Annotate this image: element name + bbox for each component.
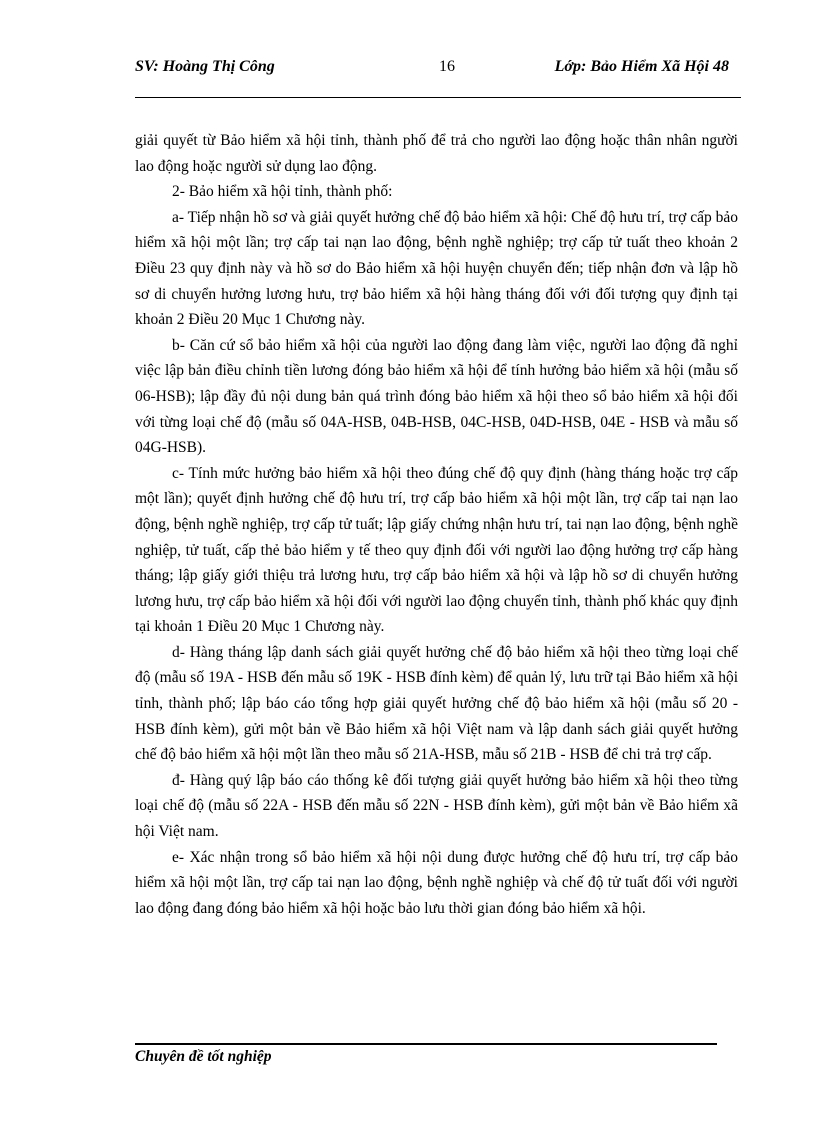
paragraph-item-a: a- Tiếp nhận hồ sơ và giải quyết hưởng chế độ bảo hiểm xã hội: Chế độ hưu trí, trợ cấp bảo hiểm xã hội một lần; trợ cấp tai nạn lao động, bệnh nghề nghiệp; trợ cấp tử tuất theo khoản 2 Điều 23 quy định này và hồ sơ do Bảo hiểm xã hội huyện chuyển đến; tiếp nhận đơn và lập hồ sơ di chuyển hưởng lương hưu, trợ bảo hiểm xã hội hàng tháng đối với đối tượng quy định tại khoản 2 Điều 20 Mục 1 Chương này.	[135, 208, 738, 329]
paragraph-section-2: 2- Bảo hiểm xã hội tỉnh, thành phố:	[172, 183, 393, 201]
class-name: Lớp: Bảo Hiểm Xã Hội 48	[554, 58, 729, 75]
paragraph-item-dd: đ- Hàng quý lập báo cáo thống kê đối tượng giải quyết hưởng bảo hiểm xã hội theo từng loại chế độ (mẫu số 22A - HSB đến mẫu số 22N - HSB đính kèm), gửi một bản về Bảo hiểm xã hội Việt nam.	[135, 771, 738, 841]
paragraph-item-c: c- Tính mức hưởng bảo hiểm xã hội theo đúng chế độ quy định (hàng tháng hoặc trợ cấp một lần); quyết định hưởng chế độ hưu trí, trợ cấp bảo hiểm xã hội một lần, trợ cấp tai nạn lao động, bệnh nghề nghiệp, trợ cấp tử tuất; lập giấy chứng nhận hưu trí, tai nạn lao động, bệnh nghề nghiệp, tử tuất, cấp thẻ bảo hiểm y tế theo quy định đối với người lao động hưởng trợ cấp hàng tháng; lập giấy giới thiệu trả lương hưu, trợ cấp bảo hiểm xã hội và lập hồ sơ di chuyển hưởng lương hưu, trợ cấp bảo hiểm xã hội đối với người lao động chuyển tỉnh, thành phố khác quy định tại khoản 1 Điều 20 Mục 1 Chương này.	[135, 464, 738, 636]
paragraph-item-e: e- Xác nhận trong sổ bảo hiểm xã hội nội dung được hưởng chế độ hưu trí, trợ cấp bảo hiểm xã hội một lần, trợ cấp tai nạn lao động, bệnh nghề nghiệp và chế độ tử tuất đối với người lao động đang đóng bảo hiểm xã hội hoặc bảo lưu thời gian đóng bảo hiểm xã hội.	[135, 848, 738, 917]
page-number: 16	[439, 58, 455, 75]
paragraph-item-b: b- Căn cứ sổ bảo hiểm xã hội của người lao động đang làm việc, người lao động đã nghỉ việc lập bản điều chỉnh tiền lương đóng bảo hiểm xã hội để tính hưởng bảo hiểm xã hội (mẫu số 06-HSB); lập đầy đủ nội dung bản quá trình đóng bảo hiểm xã hội theo sổ bảo hiểm xã hội đối với từng loại chế độ (mẫu số 04A-HSB, 04B-HSB, 04C-HSB, 04D-HSB, 04E - HSB và mẫu số 04G-HSB).	[135, 336, 738, 457]
header-divider	[135, 97, 741, 98]
student-name: SV: Hoàng Thị Công	[135, 58, 275, 75]
paragraph-item-d: d- Hàng tháng lập danh sách giải quyết hưởng chế độ bảo hiểm xã hội theo từng loại chế độ (mẫu số 19A - HSB đến mẫu số 19K - HSB đính kèm) để quản lý, lưu trữ tại Bảo hiểm xã hội tỉnh, thành phố; lập báo cáo tổng hợp giải quyết hưởng chế độ bảo hiểm xã hội (mẫu số 20 - HSB đính kèm), gửi một bản về Bảo hiểm xã hội Việt nam và lập danh sách giải quyết hưởng chế độ bảo hiểm xã hội một lần theo mẫu số 21A-HSB, mẫu số 21B - HSB để chi trả trợ cấp.	[135, 643, 738, 764]
paragraph-continuation: giải quyết từ Bảo hiểm xã hội tỉnh, thành phố để trả cho người lao động hoặc thân nhân người lao động hoặc người sử dụng lao động.	[135, 132, 738, 175]
document-body	[135, 128, 738, 921]
page-header	[135, 58, 741, 80]
page-footer: Chuyên đề tốt nghiệp	[135, 1048, 272, 1065]
footer-divider	[135, 1043, 717, 1045]
